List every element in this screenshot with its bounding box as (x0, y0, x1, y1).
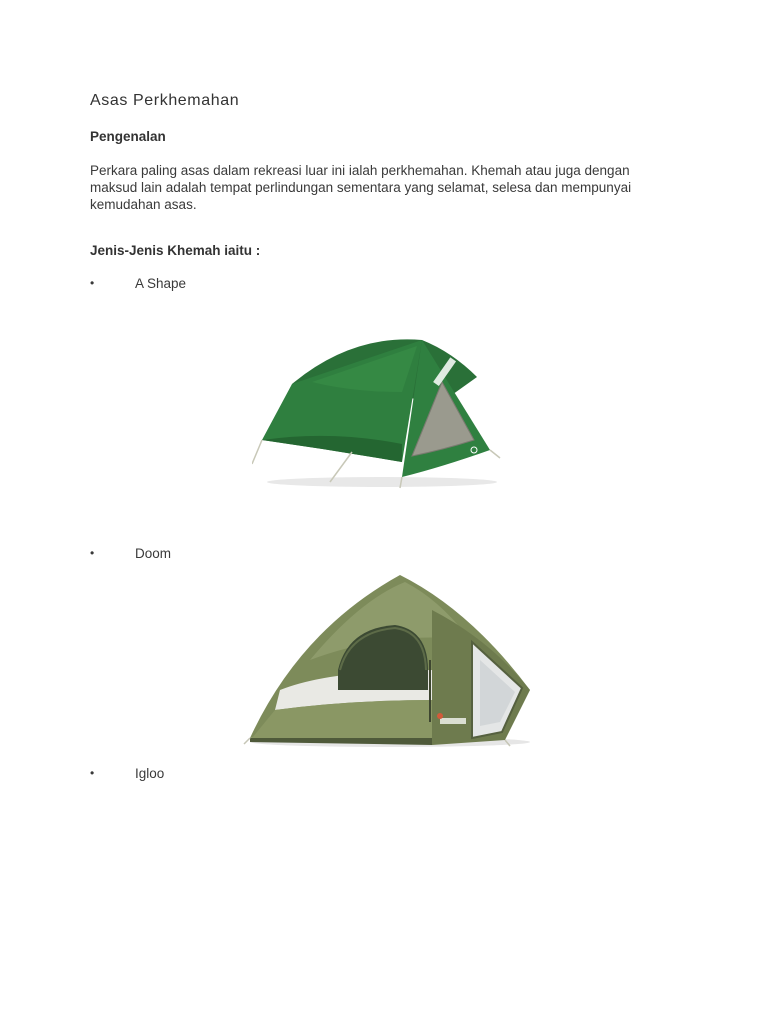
intro-line: maksud lain adalah tempat perlindungan sementara yang selamat, selesa dan mempunyai (90, 180, 632, 195)
intro-heading: Pengenalan (90, 129, 166, 144)
tent-type-label: Doom (135, 546, 172, 561)
a-shape-tent-image (252, 332, 504, 492)
tent-types-heading: Jenis-Jenis Khemah iaitu : (90, 243, 261, 258)
page-title: Asas Perkhemahan (90, 92, 240, 109)
tent-type-label: Igloo (135, 766, 165, 781)
dome-tent-image (240, 570, 532, 748)
bullet-dot-icon: • (90, 276, 95, 290)
intro-line: Perkara paling asas dalam rekreasi luar ini ialah perkhemahan. Khemah atau juga dengan (90, 163, 630, 178)
intro-line: kemudahan asas. (90, 197, 197, 212)
bullet-dot-icon: • (90, 766, 95, 780)
tent-type-label: A Shape (135, 276, 187, 291)
intro-paragraph (90, 162, 670, 213)
bullet-dot-icon: • (90, 546, 95, 560)
